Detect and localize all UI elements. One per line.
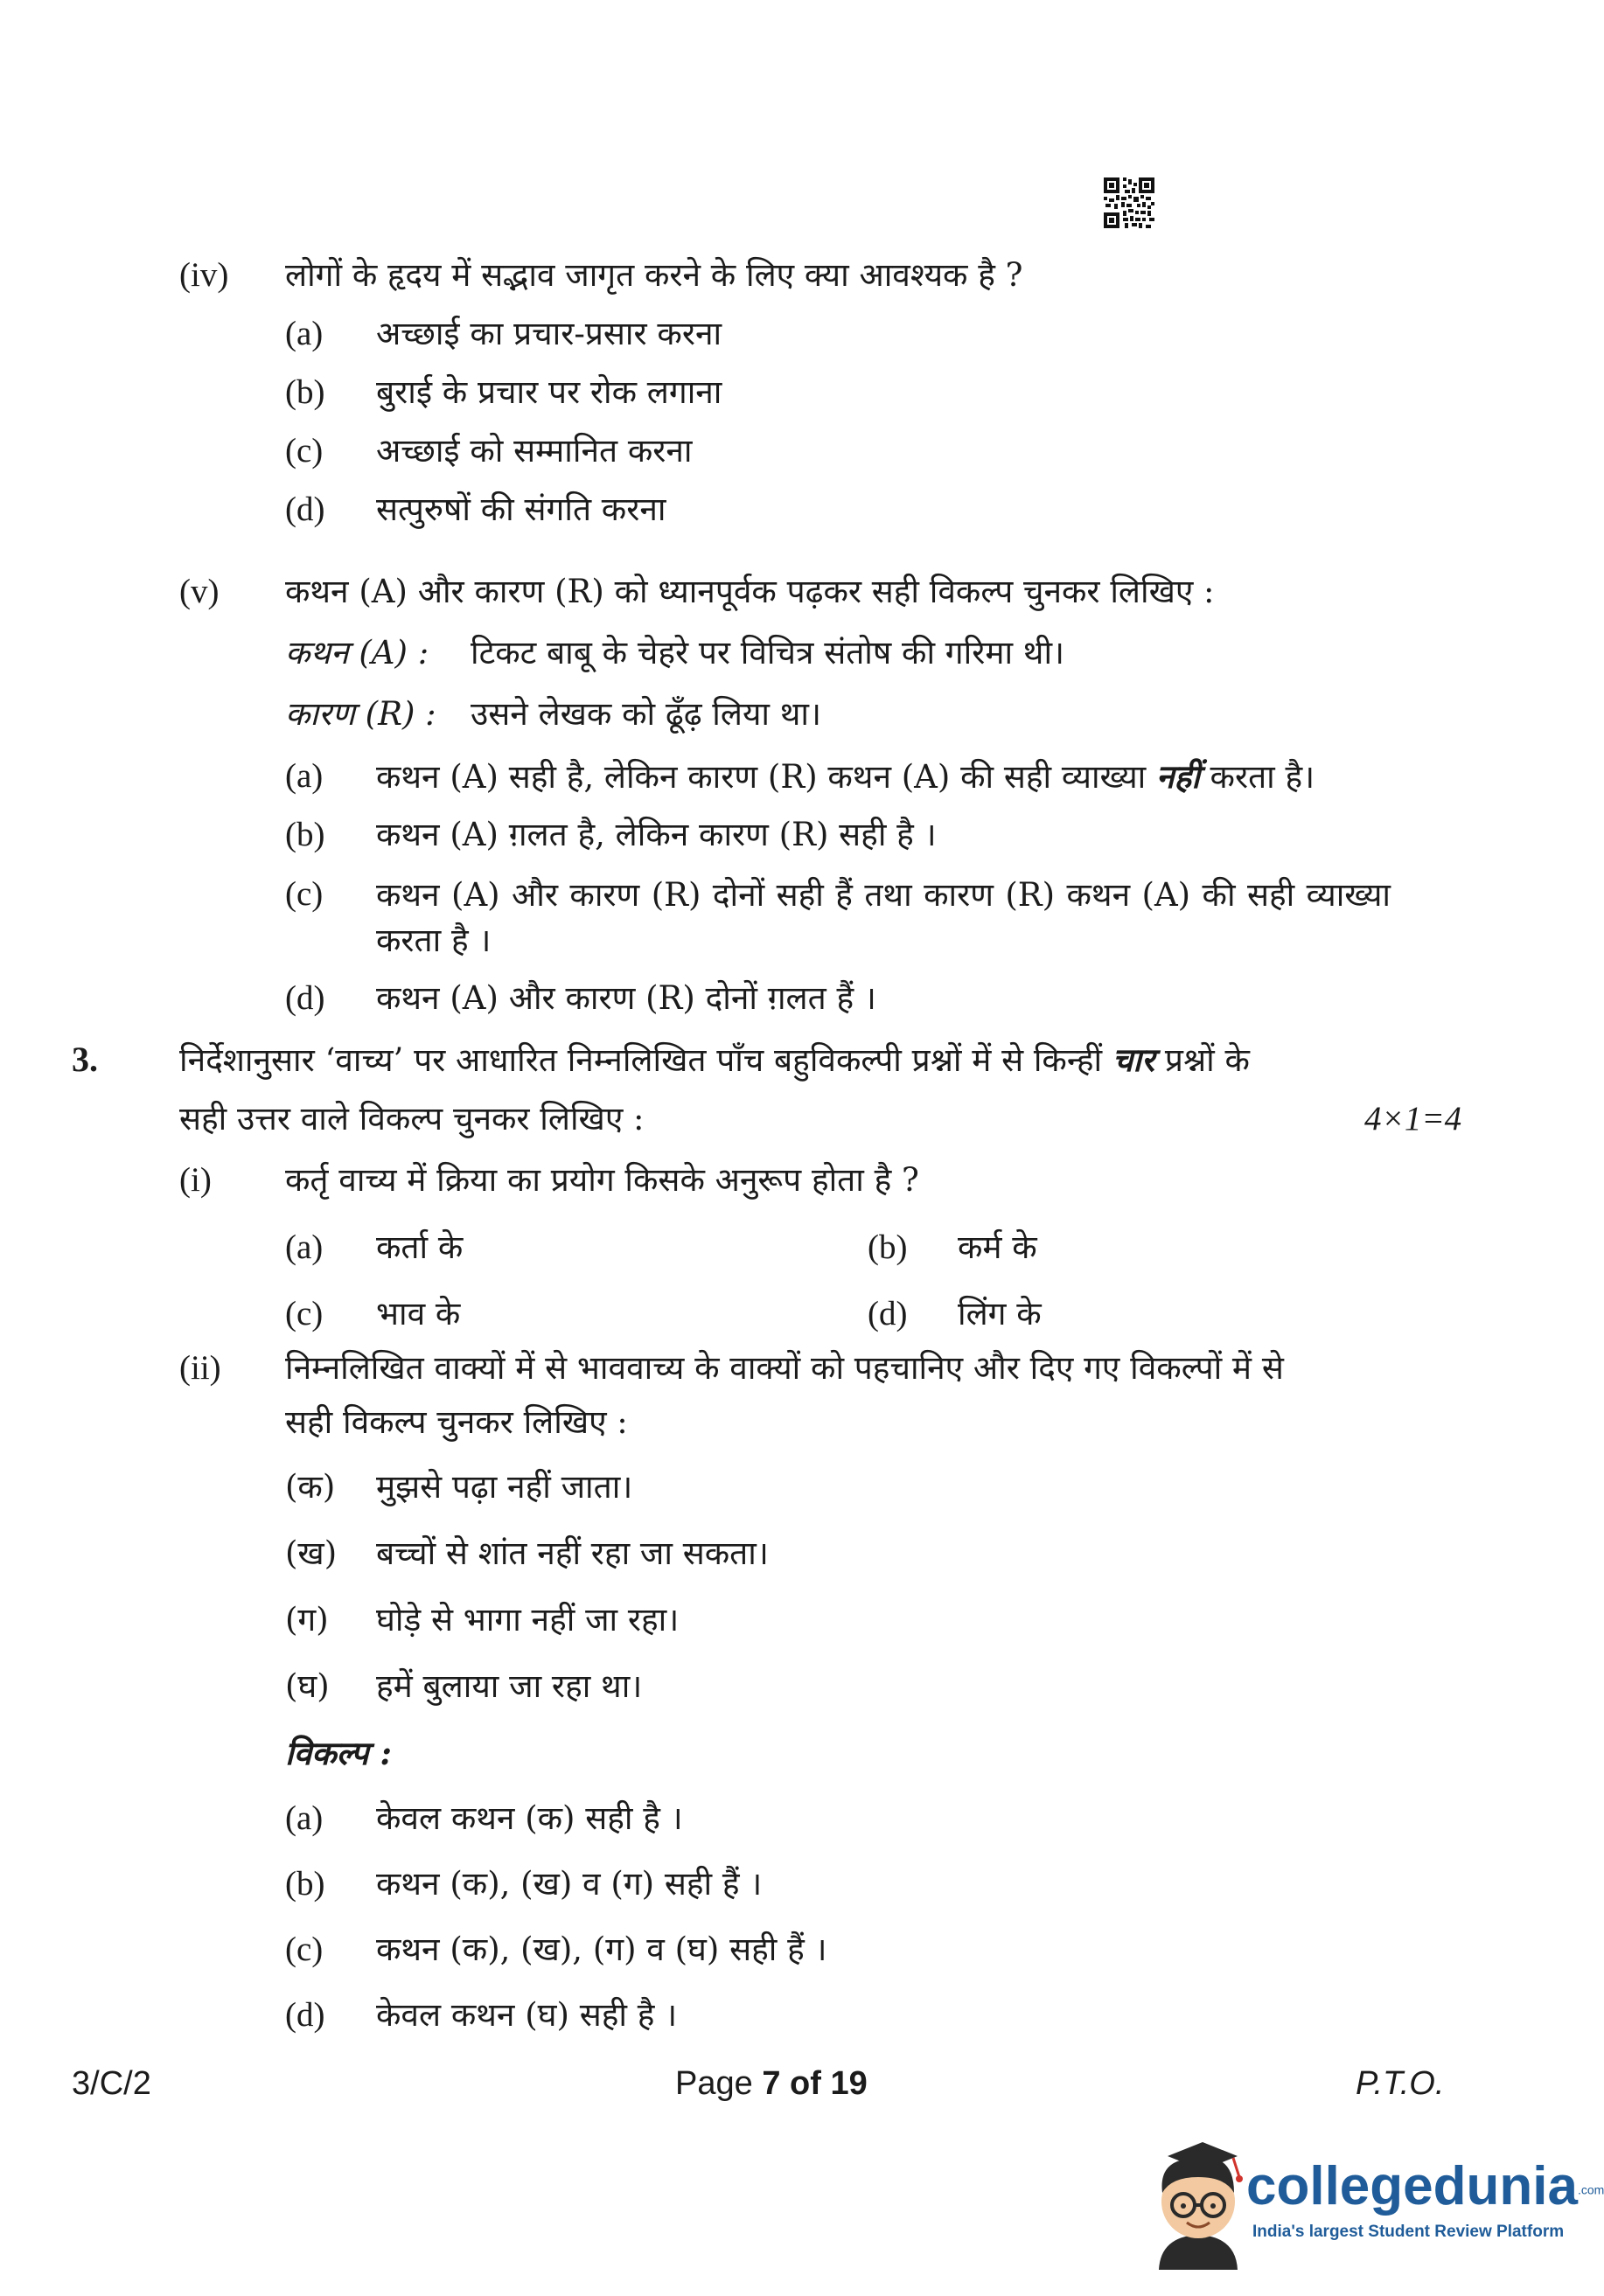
brand-logo — [1246, 2156, 1604, 2221]
question-v-text: कथन (A) और कारण (R) को ध्यानपूर्वक पढ़कर सही विकल्प चुनकर लिखिए : — [285, 573, 1215, 610]
option-label: (b) — [868, 1228, 908, 1266]
option-text-pre: कथन (A) सही है, लेकिन कारण (R) कथन (A) की सही व्याख्या — [376, 758, 1157, 796]
option-text: अच्छाई को सम्मानित करना — [376, 432, 693, 470]
mascot-icon — [1141, 2139, 1255, 2270]
choices-heading: विकल्प : — [285, 1734, 392, 1772]
page-current: 7 — [762, 2065, 781, 2102]
option-text: केवल कथन (घ) सही है । — [376, 1996, 678, 2034]
statement-text: हमें बुलाया जा रहा था। — [376, 1667, 643, 1705]
statement-text: बच्चों से शांत नहीं रहा जा सकता। — [376, 1534, 769, 1572]
option-text: अच्छाई का प्रचार-प्रसार करना — [376, 315, 722, 352]
brand-suffix: .com — [1577, 2182, 1604, 2197]
question-number: 3. — [72, 1040, 98, 1079]
option-label: (a) — [285, 315, 324, 352]
option-label: (a) — [285, 1799, 324, 1837]
option-text: लिंग के — [958, 1295, 1042, 1332]
option-text: केवल कथन (क) सही है । — [376, 1799, 683, 1837]
page-of: of — [790, 2065, 821, 2102]
option-label: (c) — [285, 432, 324, 470]
reason-text: उसने लेखक को ढूँढ़ लिया था। — [471, 695, 822, 733]
statement-label: (ख) — [285, 1534, 338, 1572]
intro-post: प्रश्नों के — [1154, 1041, 1250, 1079]
page-number — [675, 2062, 868, 2105]
please-turn-over: P.T.O. — [1356, 2065, 1445, 2102]
option-label: (a) — [285, 757, 324, 795]
qr-code-icon — [1104, 177, 1154, 228]
question-ii-label: (ii) — [179, 1349, 221, 1387]
option-text: कर्म के — [958, 1228, 1037, 1266]
question-v-label: (v) — [179, 573, 220, 610]
option-label: (d) — [285, 979, 325, 1017]
option-text: कथन (क), (ख), (ग) व (घ) सही हैं । — [376, 1931, 827, 1968]
assertion-label: कथन (A) : — [285, 634, 429, 671]
option-text: कथन (A) और कारण (R) दोनों ग़लत हैं । — [376, 979, 876, 1017]
statement-text: मुझसे पढ़ा नहीं जाता। — [376, 1468, 633, 1506]
option-text-post: करता है। — [1199, 758, 1315, 796]
option-label: (c) — [285, 1931, 324, 1968]
intro-emphasis: चार — [1112, 1040, 1155, 1079]
question-3-intro — [179, 1038, 1250, 1082]
brand-name: collegedunia — [1246, 2156, 1578, 2216]
question-ii-text: निम्नलिखित वाक्यों में से भाववाच्य के वाक्यों को पहचानिए और दिए गए विकल्पों में से — [285, 1349, 1284, 1387]
question-3-intro-line2: सही उत्तर वाले विकल्प चुनकर लिखिए : — [179, 1100, 645, 1138]
statement-label: (क) — [285, 1468, 336, 1506]
option-text-emphasis: नहीं — [1156, 757, 1200, 796]
question-ii-text-line2: सही विकल्प चुनकर लिखिए : — [285, 1403, 628, 1441]
brand-tagline: India's largest Student Review Platform — [1252, 2223, 1565, 2241]
option-label: (b) — [285, 373, 325, 411]
paper-code: 3/C/2 — [72, 2065, 151, 2102]
statement-label: (ग) — [285, 1601, 329, 1639]
page-word: Page — [675, 2065, 753, 2102]
option-text: कथन (क), (ख) व (ग) सही हैं । — [376, 1865, 763, 1903]
option-text: कर्ता के — [376, 1228, 464, 1266]
option-label: (c) — [285, 1295, 324, 1332]
intro-pre: निर्देशानुसार ‘वाच्य’ पर आधारित निम्नलिखित पाँच बहुविकल्पी प्रश्नों में से किन्हीं — [179, 1041, 1112, 1079]
question-i-text: कर्तृ वाच्य में क्रिया का प्रयोग किसके अनुरूप होता है ? — [285, 1161, 919, 1199]
question-i-label: (i) — [179, 1161, 212, 1199]
option-label: (a) — [285, 1228, 324, 1266]
question-iv-text: लोगों के हृदय में सद्भाव जागृत करने के लिए क्या आवश्यक है ? — [285, 256, 1023, 294]
reason-label: कारण (R) : — [285, 695, 436, 733]
option-text: बुराई के प्रचार पर रोक लगाना — [376, 373, 722, 411]
option-text — [376, 755, 1315, 799]
option-label: (b) — [285, 816, 325, 853]
page-total: 19 — [830, 2065, 868, 2102]
statement-label: (घ) — [285, 1667, 330, 1705]
option-text: सत्पुरुषों की संगति करना — [376, 491, 666, 528]
option-label: (c) — [285, 875, 324, 913]
option-label: (d) — [285, 1996, 325, 2034]
marks-allocation: 4×1=4 — [1364, 1100, 1462, 1138]
option-label: (d) — [285, 491, 325, 528]
option-text: भाव के — [376, 1295, 461, 1332]
option-label: (b) — [285, 1865, 325, 1903]
option-text: कथन (A) और कारण (R) दोनों सही हैं तथा कारण (R) कथन (A) की सही व्याख्या करता है । — [376, 876, 1391, 959]
option-label: (d) — [868, 1295, 908, 1332]
option-text: कथन (A) ग़लत है, लेकिन कारण (R) सही है । — [376, 816, 937, 853]
assertion-text: टिकट बाबू के चेहरे पर विचित्र संतोष की गरिमा थी। — [471, 634, 1065, 671]
statement-text: घोड़े से भागा नहीं जा रहा। — [376, 1601, 680, 1639]
question-iv-label: (iv) — [179, 256, 229, 294]
